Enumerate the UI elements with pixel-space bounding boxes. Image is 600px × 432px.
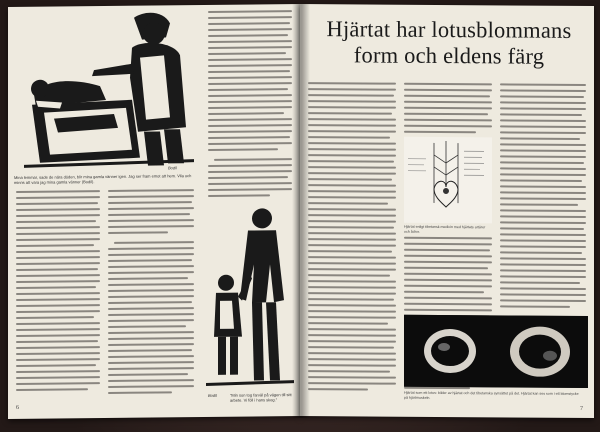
- heart-diagram-svg: [404, 137, 492, 224]
- signature-bottom: Bodil: [208, 392, 217, 398]
- right-page-number: 7: [580, 405, 583, 412]
- right-page: [300, 4, 594, 418]
- heart-photos-svg: [404, 315, 588, 388]
- left-page: [8, 4, 300, 419]
- illustration-bedside: [14, 7, 204, 175]
- top-illustration-caption: Mina lemmar, sade de nära döden, blir mina gamla vänner igen. Jag ser fram emot att hem. Vila och minns att vara jag mina gamla vänner (Bodil).: [14, 173, 192, 185]
- heart-diagram: [404, 137, 492, 224]
- bottom-illustration-caption: "Min son tog farväl på vägen till sitt arbete. Vi föll i hans skog.": [230, 392, 292, 403]
- headline-line-2: form och eldens färg: [353, 42, 545, 69]
- text-column-right-2-bottom: [300, 4, 594, 6]
- text-column-right-2: [300, 4, 594, 6]
- magazine-spread: [8, 4, 594, 424]
- text-column-right-3: [300, 4, 594, 6]
- headline-line-1: Hjärtat har lotusblommans: [326, 16, 572, 43]
- illustration-parent-child: [204, 204, 296, 389]
- signature-top: Bodil: [168, 165, 177, 171]
- left-page-number: 6: [16, 404, 19, 411]
- heart-diagram-caption: Hjärtat enligt tibetansk medicin med hjärtats artärer och ådror.: [404, 224, 486, 234]
- text-column-right-1: [300, 4, 594, 6]
- headline: [314, 16, 584, 70]
- heart-photos-panel: [404, 315, 588, 388]
- spine-gutter: [292, 4, 310, 418]
- heart-photos-caption: Hjärtat som ett lotus: bilder av hjärtat och det tibetanska synsättet på det. Hjärtat kan ses som i ett blomstycke på hjärtmuskeln.: [404, 390, 579, 400]
